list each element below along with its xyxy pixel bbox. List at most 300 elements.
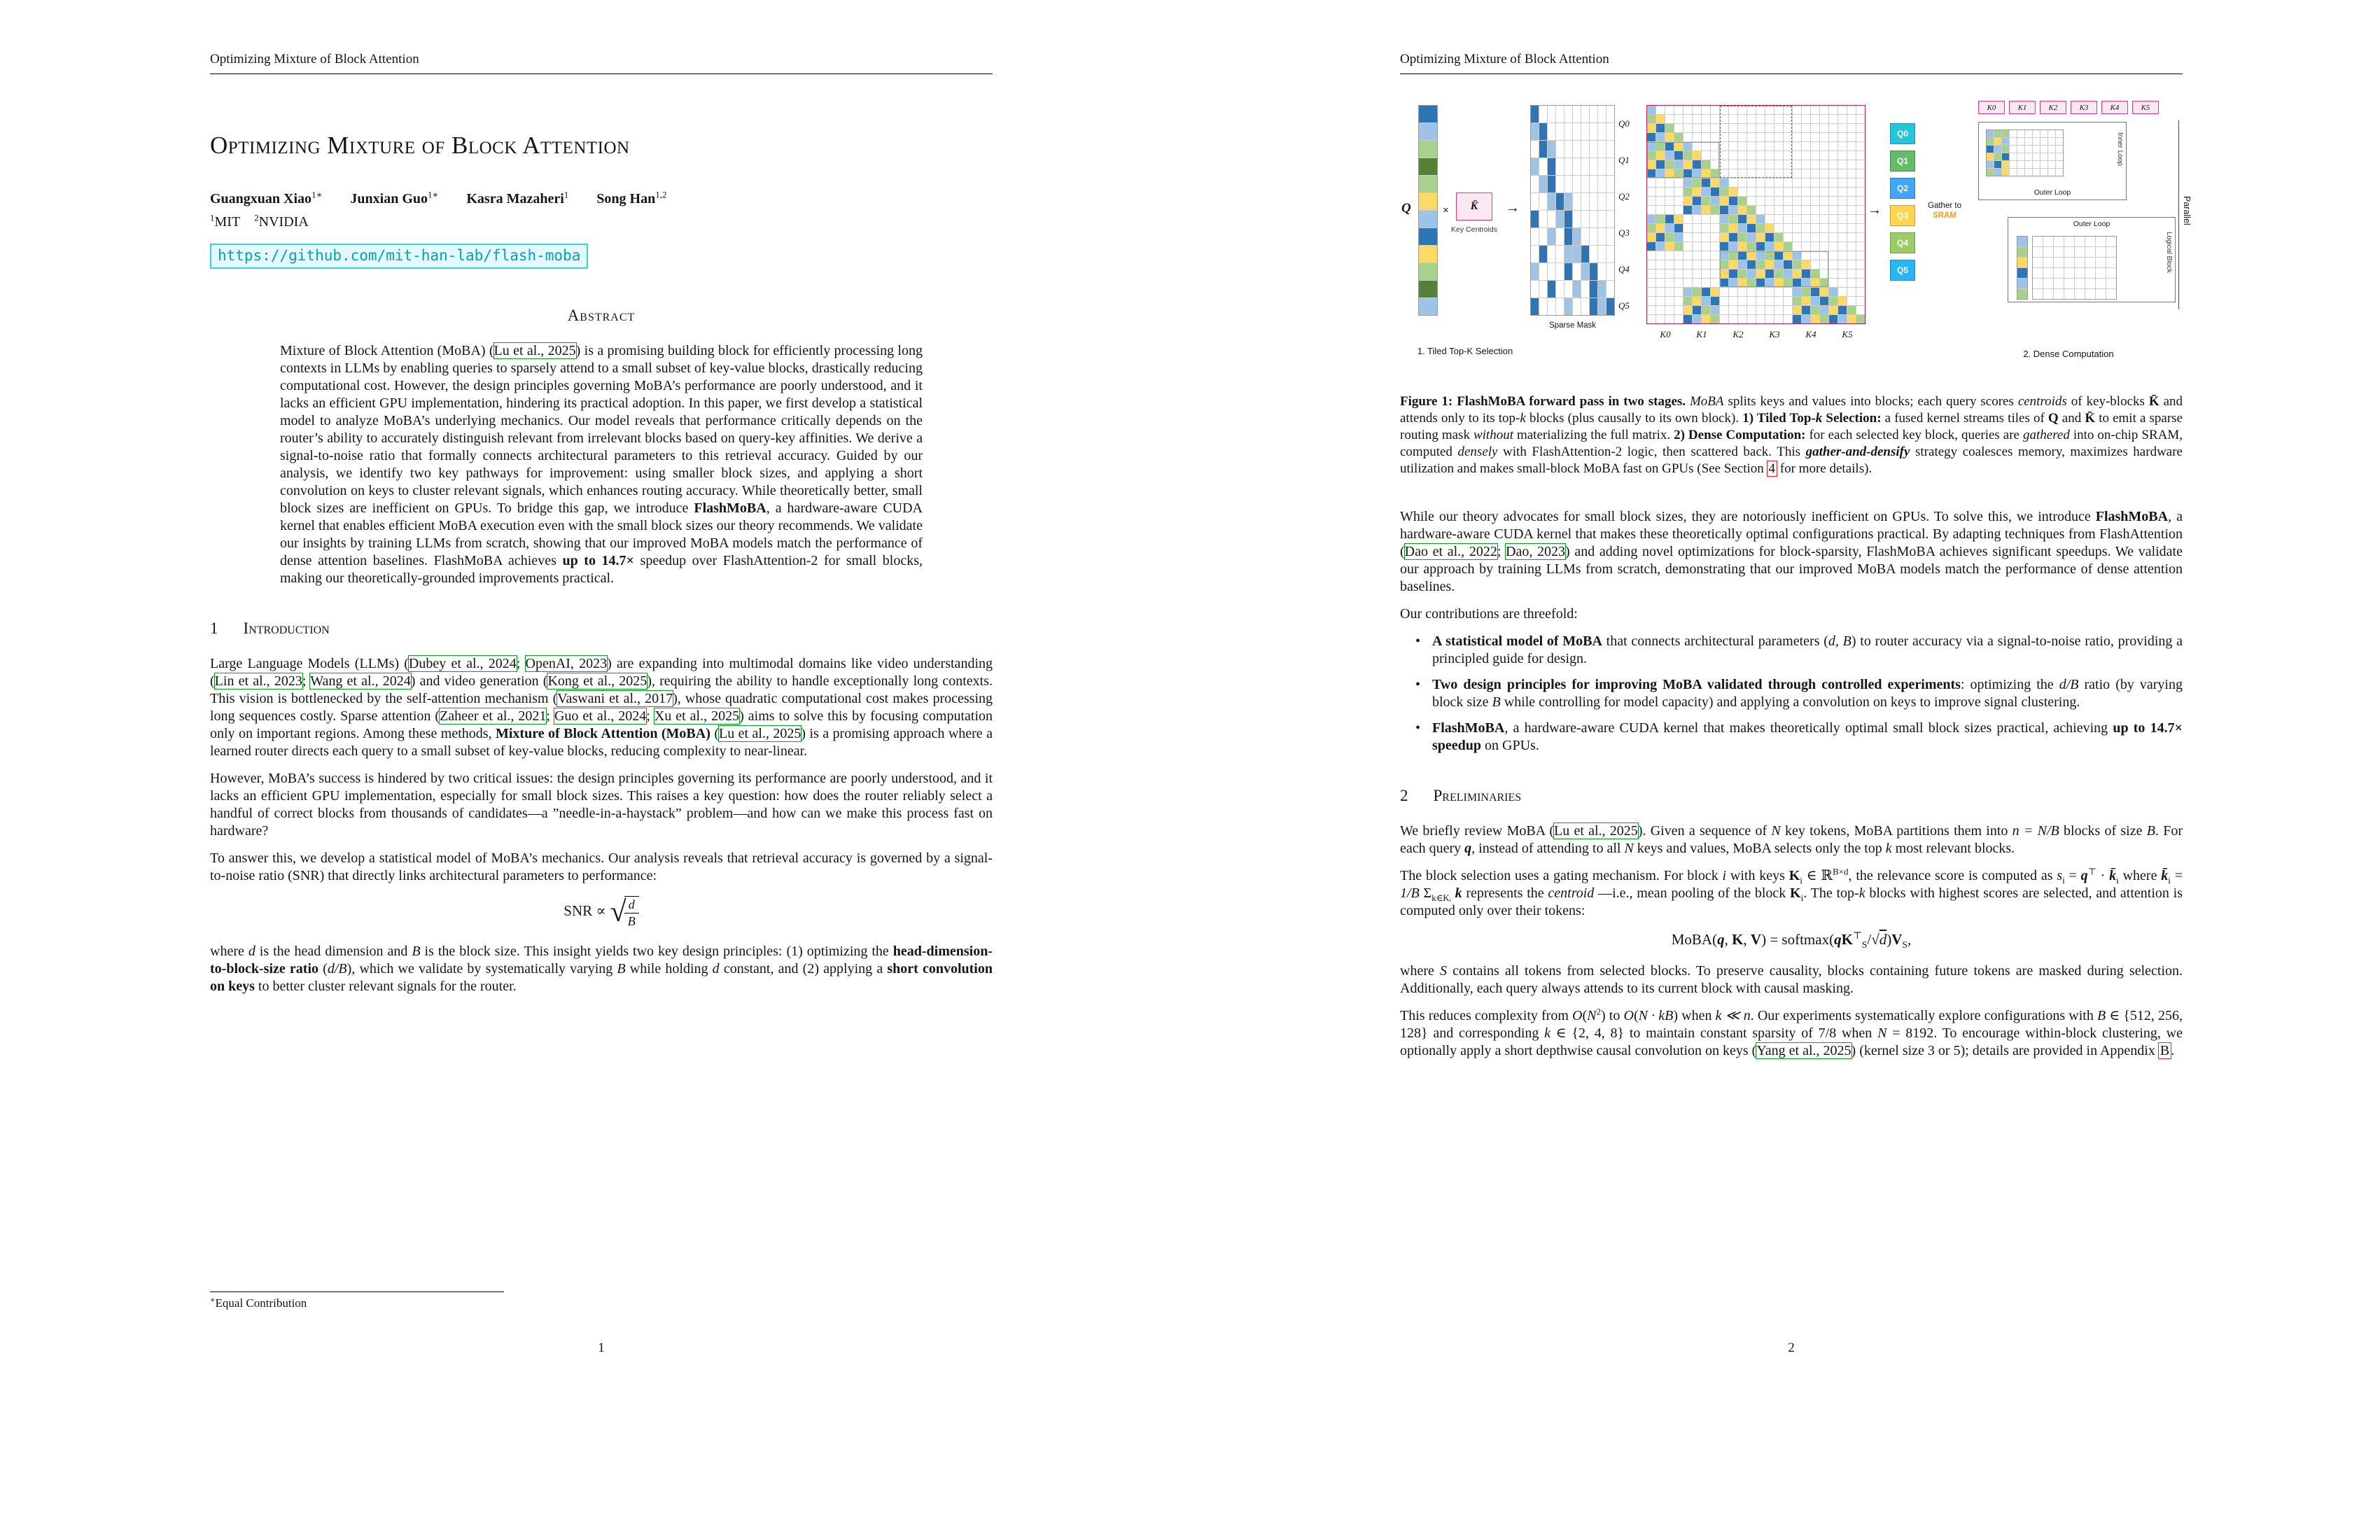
grid-cell: [1711, 178, 1719, 187]
grid-cell: [1647, 151, 1656, 160]
grid-cell: [1647, 115, 1656, 123]
grid-cell: [1539, 123, 1547, 140]
grid-cell: [1820, 169, 1828, 178]
text-run: up to 14.7×: [562, 553, 634, 569]
grid-cell: [1711, 270, 1719, 278]
grid-cell: [1738, 215, 1746, 223]
grid-cell: [1598, 123, 1606, 140]
grid-cell: [1564, 228, 1572, 245]
grid-cell: [2017, 247, 2027, 257]
grid-cell: [2064, 279, 2074, 288]
grid-cell: [1820, 315, 1828, 323]
text-run: and attends only to its top-: [1400, 394, 2183, 426]
grid-cell: [1729, 160, 1737, 169]
grid-cell: [1784, 215, 1792, 223]
grid-cell: [1702, 206, 1710, 214]
grid-cell: [1756, 133, 1765, 141]
grid-cell: [1811, 197, 1819, 205]
grid-cell: [1720, 251, 1728, 260]
grid-cell: [1820, 279, 1828, 287]
grid-cell: [1765, 215, 1774, 223]
text-run: Figure 1:: [1400, 394, 1457, 409]
text-run: ·: [2096, 868, 2110, 883]
text-run: d/B: [2059, 677, 2079, 692]
text-run: 1: [564, 189, 569, 200]
grid-cell: [1711, 315, 1719, 323]
radical-sign: √: [610, 896, 626, 929]
grid-cell: [1720, 188, 1728, 196]
grid-cell: [1774, 106, 1783, 114]
multiply-symbol: ×: [1443, 204, 1449, 216]
prelim-paragraph-2: [1400, 867, 2183, 920]
grid-cell: [2002, 146, 2009, 153]
section-2-heading: [1400, 787, 2183, 804]
grid-cell: [1665, 270, 1674, 278]
grid-cell: [2048, 138, 2055, 145]
grid-cell: [1573, 141, 1581, 158]
grid-cell: [1684, 124, 1692, 132]
grid-cell: [1674, 169, 1683, 178]
text-run: Mixture of Block Attention (MoBA) (: [280, 343, 494, 359]
grid-cell: [1847, 224, 1856, 232]
text-run: .: [2171, 1043, 2175, 1058]
grid-cell: [2085, 237, 2095, 246]
citation-link[interactable]: Vaswani et al., 2017: [557, 691, 673, 707]
page-2-content: [1400, 90, 2192, 1070]
grid-cell: [1539, 211, 1547, 227]
grid-cell: [1656, 297, 1665, 305]
citation-link[interactable]: Guo et al., 2024: [554, 708, 647, 724]
text-run: centroids: [2017, 394, 2067, 409]
grid-cell: [2056, 146, 2063, 153]
grid-cell: [1738, 169, 1746, 178]
grid-cell: [1774, 251, 1783, 260]
internal-ref-link[interactable]: 4: [1768, 461, 1776, 476]
sparse-mask-label: Sparse Mask: [1548, 321, 1597, 330]
grid-cell: [1838, 142, 1847, 150]
text-run: MoBA(: [1671, 931, 1718, 948]
grid-cell: [2002, 153, 2009, 160]
text-run: q: [1464, 841, 1472, 856]
grid-cell: [1784, 315, 1792, 323]
text-run: is the block size. This insight yields two key design principles: (1) optimizing the: [420, 943, 893, 959]
grid-cell: [1738, 288, 1746, 296]
citation-link[interactable]: Zaheer et al., 2021: [440, 708, 547, 724]
grid-cell: [1647, 242, 1656, 251]
grid-cell: [1693, 197, 1701, 205]
grid-cell: [2043, 289, 2053, 299]
grid-cell: [1774, 242, 1783, 251]
grid-cell: [2048, 161, 2055, 168]
grid-cell: [1765, 242, 1774, 251]
list-item: K1: [2009, 101, 2036, 114]
grid-cell: [1647, 160, 1656, 169]
grid-cell: [1820, 151, 1828, 160]
grid-cell: [1756, 160, 1765, 169]
grid-cell: [1711, 124, 1719, 132]
citation-link[interactable]: Kong et al., 2025: [547, 673, 648, 690]
text-run: i: [2062, 875, 2065, 886]
grid-cell: [1756, 115, 1765, 123]
grid-cell: [1847, 169, 1856, 178]
grid-cell: [1774, 169, 1783, 178]
grid-cell: [1647, 270, 1656, 278]
grid-cell: [1765, 260, 1774, 269]
text-run: A statistical model of MoBA: [1432, 634, 1602, 649]
grid-cell: [1665, 206, 1674, 214]
grid-cell: [1564, 211, 1572, 227]
intro-paragraph-1: [210, 655, 993, 760]
grid-cell: [1765, 115, 1774, 123]
text-run: where: [210, 943, 248, 959]
grid-cell: [1720, 160, 1728, 169]
intro-paragraph-2: [210, 770, 993, 840]
citation-link[interactable]: Xu et al., 2025: [654, 708, 740, 724]
grid-cell: [1802, 233, 1810, 241]
grid-cell: [1738, 124, 1746, 132]
internal-ref-link[interactable]: B: [2160, 1043, 2170, 1058]
grid-cell: [1656, 188, 1665, 196]
grid-cell: [1829, 297, 1837, 305]
grid-cell: [1738, 315, 1746, 323]
text-run: ) to: [1601, 1008, 1624, 1023]
text-run: d: [1879, 931, 1887, 948]
fraction-numerator: d: [624, 897, 639, 913]
grid-cell: [1856, 206, 1865, 214]
grid-cell: [1838, 251, 1847, 260]
grid-cell: [1711, 197, 1719, 205]
repo-link[interactable]: https://github.com/mit-han-lab/flash-moba: [210, 244, 588, 269]
grid-cell: [1693, 315, 1701, 323]
text-run: most relevant blocks.: [1891, 841, 2015, 856]
grid-cell: [1811, 260, 1819, 269]
grid-cell: [1590, 158, 1597, 175]
grid-cell: [1756, 260, 1765, 269]
grid-cell: [1674, 233, 1683, 241]
grid-cell: [2010, 130, 2017, 137]
list-item: K5: [1842, 329, 1853, 340]
logical-block-label: Logical Block: [2165, 232, 2173, 273]
grid-cell: [1856, 315, 1865, 323]
grid-cell: [1738, 306, 1746, 314]
grid-cell: [2096, 258, 2106, 267]
text-run: ;: [302, 673, 311, 690]
text-run: n = N/B: [2012, 823, 2059, 839]
text-run: k: [1520, 411, 1526, 426]
grid-cell: [1647, 169, 1656, 178]
grid-cell: [1802, 206, 1810, 214]
grid-cell: [1756, 242, 1765, 251]
grid-cell: [1847, 188, 1856, 196]
abstract-text: [280, 342, 923, 587]
grid-cell: [1829, 251, 1837, 260]
text-run: B: [412, 943, 421, 959]
grid-cell: [1811, 288, 1819, 296]
citation-link[interactable]: Dao, 2023: [1506, 544, 1566, 559]
citation-link[interactable]: Lu et al., 2025: [493, 343, 576, 359]
text-run: =: [2170, 868, 2183, 883]
text-run: Guangxuan Xiao: [210, 191, 312, 207]
grid-cell: [1548, 263, 1555, 280]
text-run: k∈Kᵢ: [1432, 892, 1451, 903]
text-run: to better cluster relevant signals for the router.: [254, 978, 517, 994]
text-run: MoBA: [1689, 394, 1724, 409]
grid-cell: [1729, 288, 1737, 296]
grid-cell: [1838, 233, 1847, 241]
text-run: B: [617, 960, 626, 976]
grid-cell: [1665, 197, 1674, 205]
grid-cell: [1693, 279, 1701, 287]
grid-cell: [2033, 258, 2043, 267]
grid-cell: [1693, 178, 1701, 187]
grid-cell: [2106, 237, 2116, 246]
grid-cell: [1829, 142, 1837, 150]
text-run: 1∗: [312, 189, 323, 200]
text-run: keys and values, MoBA selects only the top: [1633, 841, 1886, 856]
grid-cell: [2033, 237, 2043, 246]
grid-cell: [1756, 270, 1765, 278]
grid-cell: [1784, 260, 1792, 269]
grid-cell: [1774, 270, 1783, 278]
grid-cell: [2033, 289, 2043, 299]
text-run: We briefly review MoBA (: [1400, 823, 1554, 839]
grid-cell: [1784, 197, 1792, 205]
grid-cell: [1738, 133, 1746, 141]
grid-cell: [1702, 288, 1710, 296]
grid-cell: [1548, 193, 1555, 210]
grid-cell: [1994, 130, 2001, 137]
text-run: 1∗: [428, 189, 439, 200]
grid-cell: [2017, 138, 2024, 145]
text-run: V: [1750, 931, 1762, 948]
grid-cell: [2033, 130, 2040, 137]
grid-cell: [1811, 133, 1819, 141]
grid-cell: [1729, 279, 1737, 287]
grid-cell: [1811, 224, 1819, 232]
text-run: K: [1790, 886, 1801, 901]
text-run: k: [1858, 886, 1865, 901]
grid-cell: [1590, 123, 1597, 140]
page-number-2: 2: [1788, 1340, 1795, 1355]
text-run: Two design principles for improving MoBA validated through controlled experiments: [1432, 677, 1961, 692]
grid-cell: [2096, 268, 2106, 278]
grid-cell: [2048, 153, 2055, 160]
grid-cell: [1820, 233, 1828, 241]
citation-link[interactable]: Wang et al., 2024: [310, 673, 411, 690]
grid-cell: [1793, 142, 1801, 150]
citation-link[interactable]: Lu et al., 2025: [1553, 823, 1638, 839]
grid-cell: [1656, 279, 1665, 287]
grid-cell: [1590, 246, 1597, 262]
citation-link[interactable]: Dao et al., 2022: [1404, 544, 1497, 559]
citation-link[interactable]: Dubey et al., 2024: [408, 656, 517, 672]
grid-cell: [1573, 158, 1581, 175]
grid-cell: [1765, 142, 1774, 150]
grid-cell: [1793, 160, 1801, 169]
grid-cell: [1693, 242, 1701, 251]
grid-cell: [1656, 197, 1665, 205]
text-run: N: [1771, 823, 1781, 839]
grid-cell: [1581, 106, 1589, 122]
text-run: short convolution on keys: [210, 960, 993, 994]
text-run: while holding: [625, 960, 713, 976]
grid-cell: [1647, 178, 1656, 187]
grid-cell: [1765, 206, 1774, 214]
grid-cell: [2048, 130, 2055, 137]
grid-cell: [1590, 193, 1597, 210]
grid-cell: [1856, 106, 1865, 114]
text-run: S: [1440, 963, 1447, 979]
grid-cell: [1720, 197, 1728, 205]
grid-cell: [1847, 242, 1856, 251]
grid-cell: [1674, 279, 1683, 287]
grid-cell: [1811, 178, 1819, 187]
grid-cell: [1702, 224, 1710, 232]
grid-cell: [1820, 197, 1828, 205]
grid-cell: [1747, 233, 1756, 241]
grid-cell: [1419, 141, 1437, 158]
grid-cell: [1811, 188, 1819, 196]
grid-cell: [1665, 306, 1674, 314]
grid-cell: [1720, 260, 1728, 269]
grid-cell: [2002, 138, 2009, 145]
kbar-label: K̄: [1470, 200, 1478, 212]
grid-cell: [1765, 297, 1774, 305]
grid-cell: [1684, 115, 1692, 123]
grid-cell: [1838, 151, 1847, 160]
text-run: ;: [646, 708, 654, 724]
grid-cell: [1765, 251, 1774, 260]
grid-cell: [2002, 161, 2009, 168]
grid-cell: [1793, 178, 1801, 187]
text-run: blocks (plus causally to its own block).: [1525, 411, 1743, 426]
grid-cell: [1738, 224, 1746, 232]
grid-cell: [1820, 242, 1828, 251]
key-centroids-label: Key Centroids: [1451, 225, 1497, 234]
grid-cell: [1747, 178, 1756, 187]
grid-cell: [1684, 178, 1692, 187]
list-item: Q1: [1618, 155, 1630, 165]
attention-grid: [1646, 105, 1865, 324]
list-item: K0: [1978, 101, 2005, 114]
grid-cell: [1647, 251, 1656, 260]
grid-cell: [1829, 206, 1837, 214]
citation-link[interactable]: Lu et al., 2025: [718, 726, 802, 742]
grid-cell: [2033, 153, 2040, 160]
grid-cell: [1656, 151, 1665, 160]
grid-cell: [1729, 215, 1737, 223]
citation-link[interactable]: Yang et al., 2025: [1756, 1043, 1851, 1058]
text-run: for each selected key block, queries are: [1805, 428, 2023, 442]
grid-cell: [1747, 242, 1756, 251]
figure-1-caption: [1400, 393, 2183, 477]
grid-cell: [1656, 251, 1665, 260]
grid-cell: [2017, 258, 2027, 267]
grid-cell: [1847, 233, 1856, 241]
outer-loop-kv-grid: [2032, 236, 2117, 300]
grid-cell: [1647, 279, 1656, 287]
grid-cell: [1747, 142, 1756, 150]
grid-cell: [1693, 151, 1701, 160]
grid-cell: [1581, 211, 1589, 227]
grid-cell: [1711, 233, 1719, 241]
grid-cell: [1829, 279, 1837, 287]
grid-cell: [1829, 106, 1837, 114]
text-run: , a hardware-aware CUDA kernel that makes these theoretically optimal configurations practical. By adapting techniques from FlashAttention (: [1400, 509, 2183, 559]
grid-cell: [1793, 124, 1801, 132]
text-run: K: [1788, 868, 1800, 883]
grid-cell: [1802, 151, 1810, 160]
text-run: ;: [516, 656, 526, 672]
grid-cell: [1684, 197, 1692, 205]
grid-cell: [1747, 251, 1756, 260]
grid-cell: [2010, 146, 2017, 153]
text-run: q: [1717, 931, 1725, 948]
grid-cell: [1531, 123, 1539, 140]
grid-cell: [1702, 270, 1710, 278]
grid-cell: [1765, 106, 1774, 114]
text-run: V: [1891, 931, 1903, 948]
text-run: Large Language Models (LLMs) (: [210, 656, 409, 672]
text-run: ) are expanding into multimodal domains like video understanding (: [210, 656, 993, 690]
text-run: . The top-: [1803, 886, 1859, 901]
grid-cell: [1729, 242, 1737, 251]
grid-cell: [1838, 315, 1847, 323]
grid-cell: [1747, 315, 1756, 323]
grid-cell: [1729, 115, 1737, 123]
grid-cell: [1838, 106, 1847, 114]
grid-cell: [1756, 251, 1765, 260]
grid-cell: [1647, 288, 1656, 296]
grid-cell: [1573, 193, 1581, 210]
text-run: B: [2146, 823, 2155, 839]
text-run: materializing the full matrix.: [1513, 428, 1674, 442]
grid-cell: [1702, 242, 1710, 251]
grid-cell: [1564, 158, 1572, 175]
text-run: ,: [1743, 931, 1751, 948]
grid-cell: [1548, 246, 1555, 262]
grid-cell: [1729, 124, 1737, 132]
text-run: ,: [1907, 931, 1912, 948]
text-run: ), requiring the ability to handle exceptionally long contexts. This vision is bottlenecked by the self-attention mechanism (: [210, 673, 993, 707]
text-run: k: [1544, 1026, 1551, 1041]
grid-cell: [1693, 260, 1701, 269]
grid-cell: [1856, 251, 1865, 260]
citation-link[interactable]: Lin et al., 2023: [214, 673, 302, 690]
grid-cell: [1702, 233, 1710, 241]
grid-cell: [1702, 169, 1710, 178]
grid-cell: [1856, 169, 1865, 178]
grid-cell: [1674, 224, 1683, 232]
grid-cell: [1720, 306, 1728, 314]
grid-cell: [1693, 206, 1701, 214]
citation-link[interactable]: OpenAI, 2023: [525, 656, 608, 672]
grid-cell: [1802, 270, 1810, 278]
grid-cell: [1556, 158, 1564, 175]
grid-cell: [1774, 306, 1783, 314]
grid-cell: [1847, 251, 1856, 260]
grid-cell: [1738, 142, 1746, 150]
grid-cell: [2106, 247, 2116, 257]
grid-cell: [1674, 297, 1683, 305]
grid-cell: [1847, 142, 1856, 150]
text-run: k: [1815, 411, 1823, 426]
text-run: MIT: [214, 214, 241, 230]
grid-cell: [1598, 176, 1606, 192]
grid-cell: [1598, 211, 1606, 227]
fraction-denominator: B: [627, 913, 636, 928]
grid-cell: [1747, 306, 1756, 314]
